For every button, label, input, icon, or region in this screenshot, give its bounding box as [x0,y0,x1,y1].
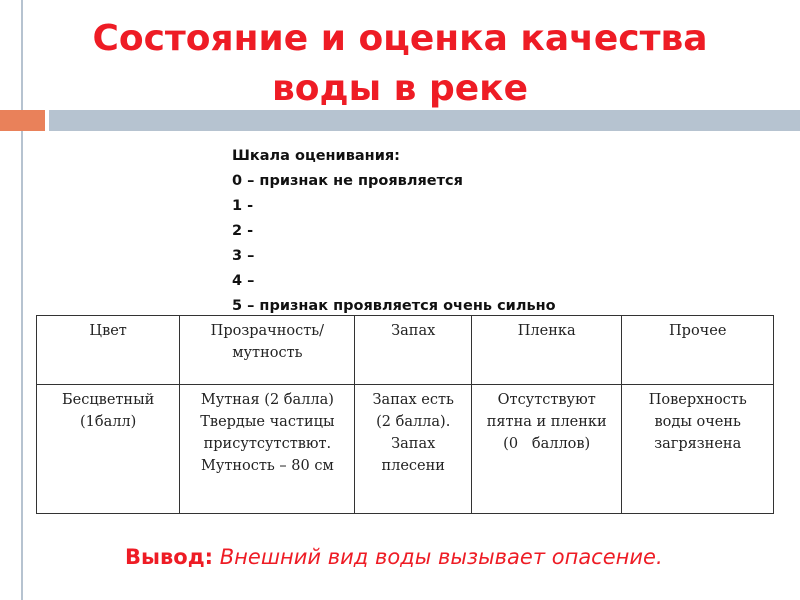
assessment-table [36,315,774,514]
rating-scale-item: 4 – [232,273,255,289]
cell-text: воды очень [654,414,741,430]
cell-text: пятна и пленки [486,414,607,430]
header-text: Прозрачность/ [210,323,325,339]
header-smell [355,316,471,385]
cell-text: загрязнена [654,436,742,452]
rating-scale-heading: Шкала оценивания: [232,148,400,164]
cell-color [37,385,180,514]
header-film [471,316,621,385]
cell-text: Запах есть [372,392,454,408]
cell-text: (1балл) [79,414,137,430]
header-text: Прочее [669,323,727,339]
cell-smell [355,385,471,514]
header-text: Цвет [89,323,127,339]
header-text: мутность [232,345,303,361]
cell-text: Твердые частицы [200,414,335,430]
cell-text: Бесцветный [61,392,155,408]
cell-text: Запах [391,436,436,452]
page-title [0,14,800,114]
rating-scale-item: 2 - [232,223,254,239]
cell-other [622,385,774,514]
conclusion-text: Внешний вид воды вызывает опасение. [219,545,663,569]
conclusion [125,545,663,569]
table-header-row [37,316,774,385]
rating-scale-item: 1 - [232,198,254,214]
cell-text: Мутность – 80 см [200,458,334,474]
header-transparency [180,316,355,385]
cell-text: Поверхность [648,392,747,408]
cell-text: плесени [381,458,445,474]
cell-film [471,385,621,514]
cell-text: (0 баллов) [503,436,591,452]
header-text: Пленка [517,323,576,339]
cell-text: Мутная (2 балла) [200,392,334,408]
cell-transparency [180,385,355,514]
title-line-2: воды в реке [271,68,529,109]
conclusion-label: Вывод: [125,545,214,569]
rating-scale-item: 3 – [232,248,255,264]
title-line-1: Состояние и оценка качества [92,18,708,59]
cell-text: (2 балла). [376,414,451,430]
header-text: Запах [391,323,436,339]
table-row [37,385,774,514]
header-other [622,316,774,385]
cell-text: Отсутствуют [497,392,596,408]
rating-scale-item: 0 – признак не проявляется [232,173,463,189]
rating-scale-item: 5 – признак проявляется очень сильно [232,298,556,314]
cell-text: присутсутствют. [203,436,332,452]
header-color [37,316,180,385]
rating-scale [232,144,556,319]
